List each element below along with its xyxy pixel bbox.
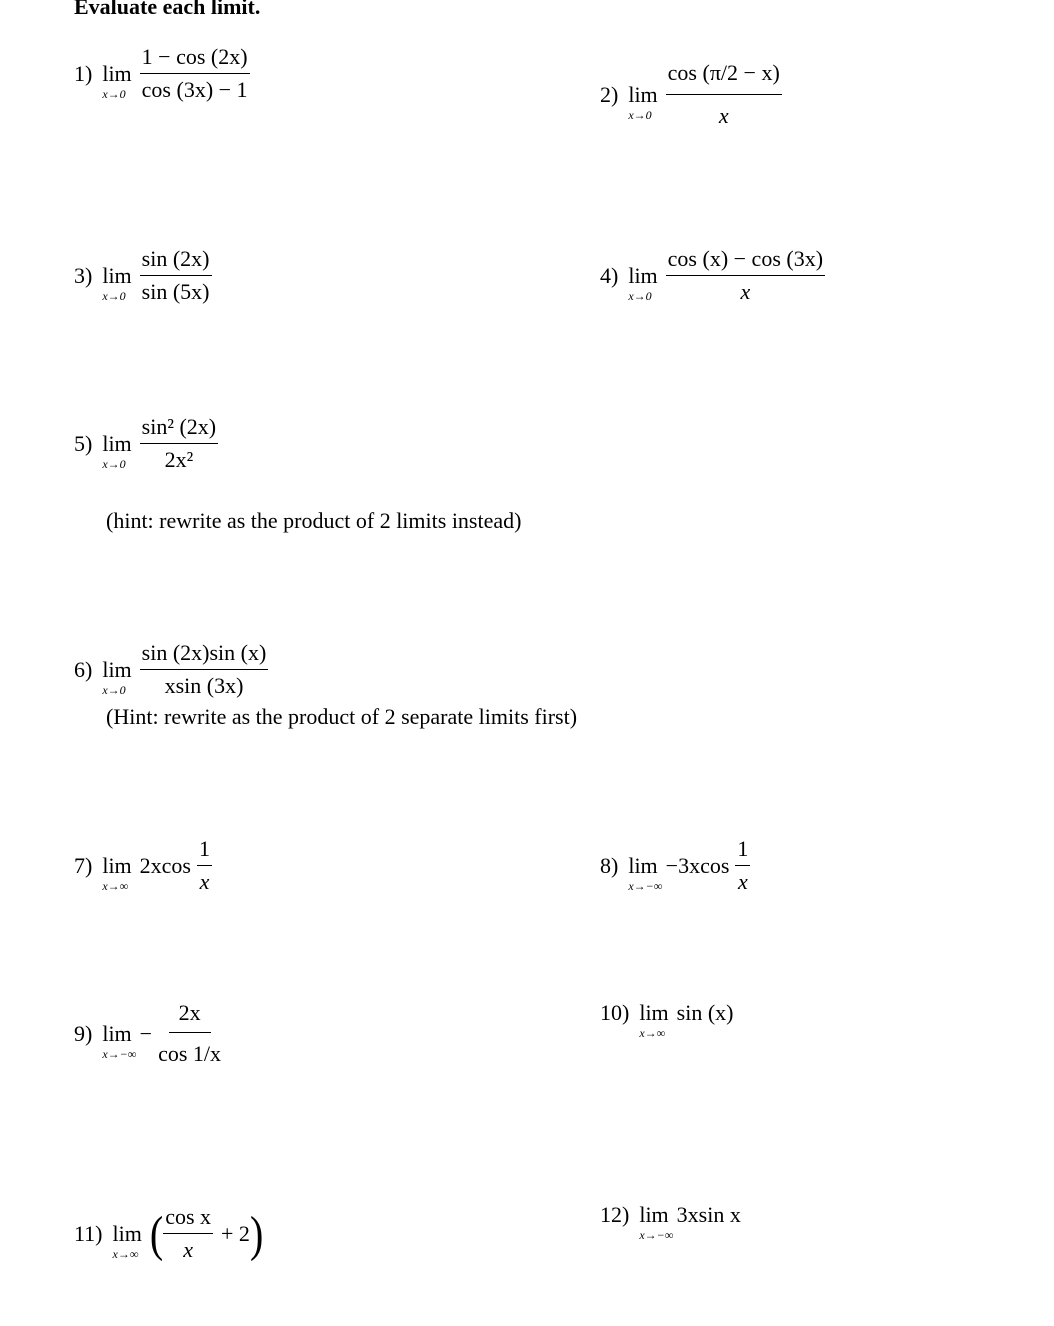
denominator: cos 1/x: [158, 1041, 222, 1066]
denominator: x: [740, 279, 751, 304]
fraction: [140, 414, 218, 473]
numerator: sin (2x)sin (x): [140, 640, 269, 670]
problem-number: 3): [74, 262, 93, 288]
problem-4: [600, 246, 825, 305]
problem-8: [600, 836, 750, 895]
problem-number: 10): [600, 1000, 630, 1025]
problem-number: 2): [600, 81, 619, 107]
limit-operator: lim x→0: [102, 262, 132, 303]
problem-number: 11): [74, 1220, 103, 1246]
problem-number: 7): [74, 852, 93, 878]
hint-text: (Hint: rewrite as the product of 2 separate limits first): [106, 704, 578, 729]
problem-5: [74, 414, 218, 473]
fraction: [140, 246, 212, 305]
denominator: xsin (3x): [164, 673, 244, 698]
denominator: x: [738, 869, 748, 894]
limit-subscript: x→∞: [102, 878, 129, 893]
problem-7: [74, 836, 212, 895]
left-paren: (: [149, 1204, 164, 1261]
limit-subscript: x→0: [102, 288, 126, 303]
expression-prefix: 2xcos: [139, 852, 191, 878]
problem-number: 6): [74, 656, 93, 682]
numerator: 1 − cos (2x): [140, 44, 250, 74]
fraction: [197, 836, 212, 895]
problem-number: 1): [74, 60, 93, 86]
expression-suffix: + 2: [221, 1220, 250, 1246]
page-title: Evaluate each limit.: [74, 0, 261, 19]
problem-number: 5): [74, 430, 93, 456]
expression-prefix: −3xcos: [665, 852, 730, 878]
limit-subscript: x→−∞: [628, 878, 663, 893]
fraction: [735, 836, 750, 895]
limit-operator: lim x→−∞: [639, 1202, 674, 1242]
problem-10: [600, 1000, 734, 1040]
right-paren: ): [249, 1204, 264, 1261]
numerator: sin² (2x): [140, 414, 218, 444]
limit-subscript: x→−∞: [102, 1046, 137, 1061]
numerator: 2x: [169, 1000, 211, 1033]
problem-1: [74, 44, 250, 103]
limit-subscript: x→∞: [639, 1026, 666, 1040]
fraction: [666, 246, 825, 305]
numerator: cos x: [163, 1204, 213, 1234]
limit-operator: lim x→0: [628, 81, 658, 122]
denominator: cos (3x) − 1: [141, 77, 248, 102]
fraction: [666, 60, 782, 129]
problem-11: [74, 1204, 263, 1263]
limit-subscript: x→0: [628, 107, 652, 122]
problem-2: [600, 60, 782, 129]
numerator: cos (x) − cos (3x): [666, 246, 825, 276]
problem-6: [74, 640, 268, 699]
problem-number: 4): [600, 262, 619, 288]
expression-prefix: −: [139, 1020, 153, 1046]
limit-operator: lim x→−∞: [628, 852, 663, 893]
problem-12: [600, 1202, 741, 1242]
limit-operator: lim x→∞: [639, 1000, 669, 1040]
fraction: [163, 1204, 213, 1263]
fraction: [140, 640, 269, 699]
limit-operator: lim x→0: [628, 262, 658, 303]
denominator: 2x²: [164, 447, 194, 472]
limit-operator: lim x→∞: [112, 1220, 142, 1261]
limit-operator: lim x→−∞: [102, 1020, 137, 1061]
denominator: sin (5x): [141, 279, 210, 304]
hint-text: (hint: rewrite as the product of 2 limits instead): [106, 508, 522, 533]
denominator: x: [199, 869, 210, 894]
expression: 3xsin x: [676, 1202, 741, 1227]
limit-operator: lim x→0: [102, 430, 132, 471]
fraction: [156, 1000, 223, 1067]
numerator: cos (π/2 − x): [666, 60, 782, 95]
numerator: 1: [197, 836, 212, 866]
limit-subscript: x→0: [628, 288, 652, 303]
problem-number: 8): [600, 852, 619, 878]
problem-number: 12): [600, 1202, 630, 1227]
limit-subscript: x→0: [102, 682, 126, 697]
problem-3: [74, 246, 212, 305]
limit-subscript: x→0: [102, 86, 126, 101]
problem-9: [74, 1000, 223, 1067]
limit-subscript: x→0: [102, 456, 126, 471]
denominator: x: [718, 103, 729, 128]
limit-subscript: x→∞: [112, 1246, 139, 1261]
fraction: [140, 44, 250, 103]
problem-number: 9): [74, 1020, 93, 1046]
limit-operator: lim x→0: [102, 60, 132, 101]
limit-subscript: x→−∞: [639, 1228, 674, 1242]
limit-operator: lim x→0: [102, 656, 132, 697]
numerator: sin (2x): [140, 246, 212, 276]
denominator: x: [183, 1237, 193, 1262]
expression: sin (x): [676, 1000, 734, 1025]
numerator: 1: [735, 836, 750, 866]
limit-operator: lim x→∞: [102, 852, 132, 893]
